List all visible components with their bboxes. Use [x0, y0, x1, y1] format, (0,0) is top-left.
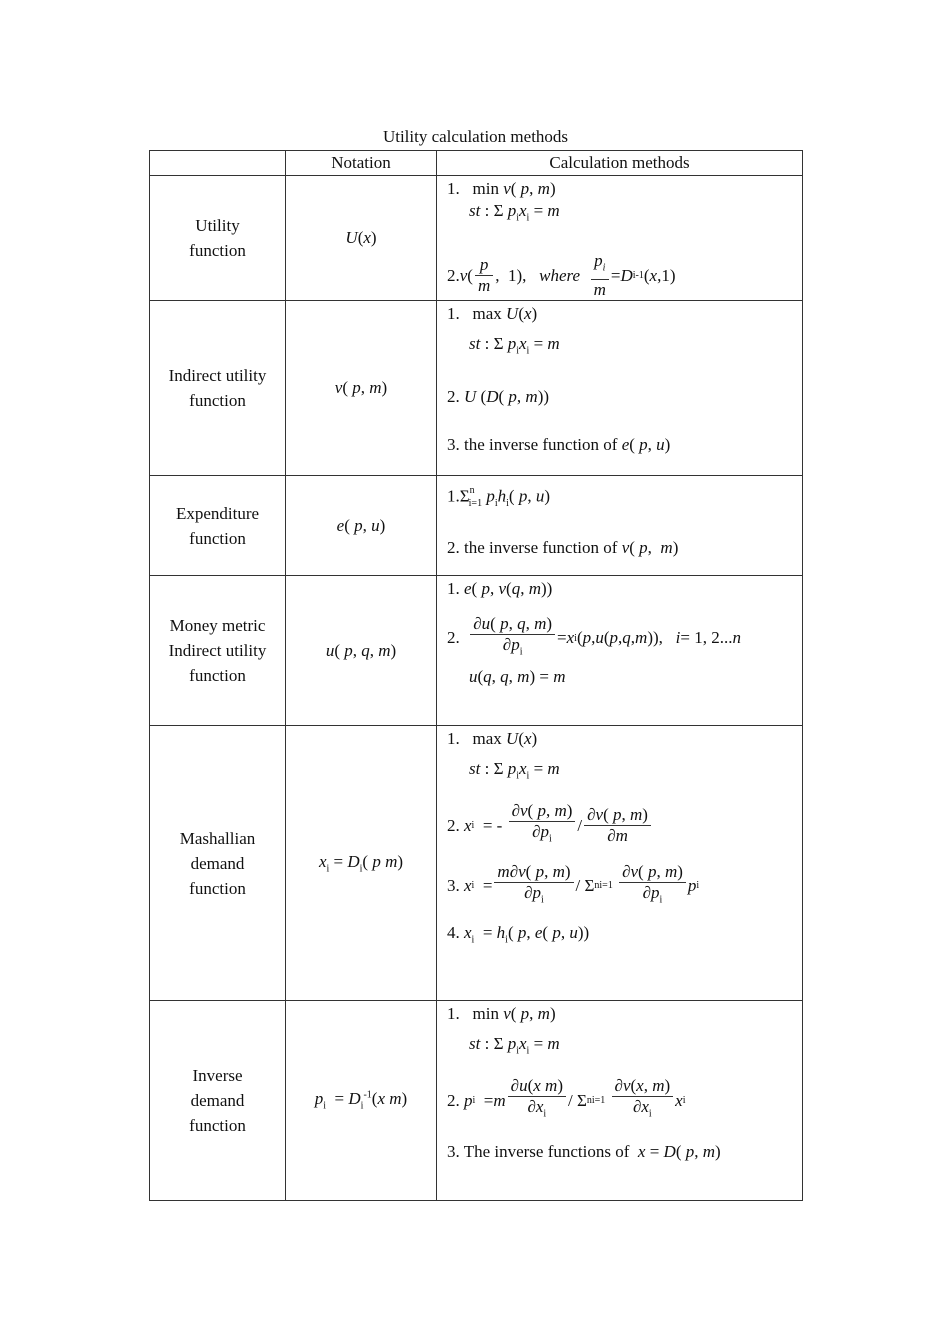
row-name: Utility function [150, 176, 286, 301]
row-name: Expenditure function [150, 476, 286, 576]
methods-table [149, 150, 803, 1201]
method-line: 3. x i = $\frac{m\partial v( p, m)}{\partial p_i}$ / Σ n i=1 $\frac{\partial v( p, m)}{\partial p_i}$ p i [447, 861, 700, 906]
method-line: 3. the inverse function of e( p, u) [447, 435, 671, 455]
method-line: 1. max U(x) [447, 304, 538, 323]
row-notation: v( p, m) [286, 301, 437, 476]
method-line: 2. p i = m $\frac{\text{∂u(x m)}}{\partial x_i}$ / Σ n i=1 $\frac{\partial v(x, m)}{\partial x_i}$ x i [447, 1076, 686, 1120]
method-line: st : Σ $p_ix_i = m$ [469, 1034, 560, 1057]
method-line: 2. $\frac{\partial u( p, q, m)}{\partial p_i}$ = x i ( p , u ( p , q , m )), i = 1, 2... n [447, 614, 741, 658]
method-line: 2. x i = - $\frac{\partial v( p, m)}{\partial p_i}$ / $\frac{\partial v( p, m)}{\partial m}$ [447, 801, 796, 849]
header-blank [150, 151, 286, 176]
row-methods [437, 726, 803, 1001]
row-name: Money metric Indirect utility function [150, 576, 286, 726]
method-line: 2. the inverse function of v( p, m) [447, 538, 679, 558]
method-line: st : Σ $p_ix_i = m$ [469, 759, 560, 782]
row-methods [437, 476, 803, 576]
row-name: Indirect utility function [150, 301, 286, 476]
row-methods [437, 176, 803, 301]
row-methods [437, 576, 803, 726]
row-notation: e( p, u) [286, 476, 437, 576]
row-name: Inverse demand function [150, 1001, 286, 1201]
method-line: 1. min v( p, m) [447, 179, 556, 198]
table-row [150, 1001, 803, 1201]
method-line: 1. e( p, v(q, m)) [447, 579, 553, 598]
table-row [150, 726, 803, 1001]
method-line: 1. min v( p, m) [447, 1004, 556, 1023]
header-row [150, 151, 803, 176]
row-name: Mashallian demand function [150, 726, 286, 1001]
row-notation: u( p, q, m) [286, 576, 437, 726]
method-line: 2. v ( $\frac{p}{m}$ , 1), where $\frac{p_i}{m}$ = D i -1 ( x ,1) [447, 251, 676, 299]
method-line: $1.\Sigma^n_{i=1}$ $p_ih_i$( p, u) [447, 485, 550, 510]
row-notation: $p_i = D_i^{-1}(x$ m) [286, 1001, 437, 1201]
row-notation: U(x) [286, 176, 437, 301]
method-line: 2. U (D( p, m)) [447, 387, 550, 407]
header-notation: Notation [286, 151, 437, 176]
row-methods [437, 1001, 803, 1201]
table-row [150, 176, 803, 301]
method-line: st : Σ $p_ix_i = m$ [469, 334, 560, 357]
table-caption: Utility calculation methods [382, 127, 569, 146]
method-line: st : Σ $p_ix_i = m$ [469, 201, 560, 224]
table-row [150, 576, 803, 726]
table-row [150, 301, 803, 476]
method-line: 4. $x_i = h_i$( p, e( p, u)) [447, 923, 590, 946]
header-calculation: Calculation methods [437, 151, 803, 176]
notation-text: U [345, 228, 358, 247]
method-line: 3. The inverse functions of x = D( p, m) [447, 1141, 721, 1161]
row-notation: $x_i = D_i$( p m) [286, 726, 437, 1001]
method-line: u(q, q, m) = m [469, 667, 566, 687]
row-methods [437, 301, 803, 476]
table-row [150, 476, 803, 576]
method-line: 1. max U(x) [447, 729, 538, 748]
